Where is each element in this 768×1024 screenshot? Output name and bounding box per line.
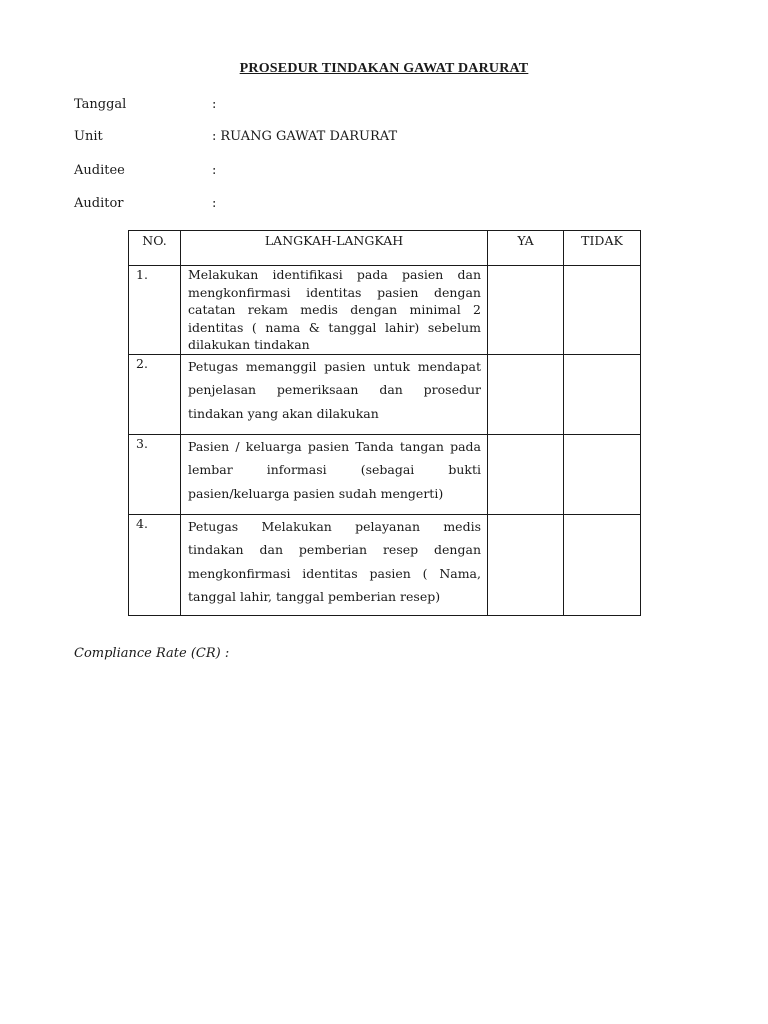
field-colon: : — [212, 97, 217, 112]
row-tidak-cell[interactable] — [564, 434, 641, 514]
field-colon: : RUANG GAWAT DARURAT — [212, 129, 398, 144]
row-number-cell — [129, 266, 181, 355]
field-colon: : — [212, 196, 217, 211]
row-ya-cell[interactable] — [488, 354, 564, 434]
row-ya-cell[interactable] — [488, 514, 564, 615]
row-step-cell — [181, 514, 488, 615]
field-label: Auditor — [74, 196, 124, 211]
field-label: Auditee — [74, 163, 125, 178]
row-ya-cell[interactable] — [488, 434, 564, 514]
table-row — [129, 514, 641, 615]
row-number: 1. — [136, 267, 148, 282]
row-step-cell — [181, 266, 488, 355]
row-number-cell — [129, 434, 181, 514]
compliance-rate-label: Compliance Rate (CR) : — [74, 646, 230, 661]
header-steps: LANGKAH-LANGKAH — [181, 231, 488, 266]
document-title: PROSEDUR TINDAKAN GAWAT DARURAT — [239, 61, 529, 76]
row-step-cell — [181, 354, 488, 434]
row-step-text: Melakukan identifikasi pada pasien dan mengkonfirmasi identitas pasien dengan catatan rekam medis dengan minimal 2 identitas ( nama & tanggal lahir) sebelum dilakukan tindakan — [188, 267, 481, 352]
checklist-table — [128, 230, 641, 616]
field-colon: : — [212, 163, 217, 178]
row-number: 4. — [136, 515, 148, 531]
header-tidak: TIDAK — [564, 231, 641, 266]
field-value: RUANG GAWAT DARURAT — [220, 129, 398, 144]
row-tidak-cell[interactable] — [564, 514, 641, 615]
row-step-text: Petugas memanggil pasien untuk mendapat penjelasan pemeriksaan dan prosedur tindakan yang akan dilakukan — [188, 358, 481, 421]
row-tidak-cell[interactable] — [564, 266, 641, 355]
row-step-text: Pasien / keluarga pasien Tanda tangan pada lembar informasi (sebagai bukti pasien/keluarga pasien sudah mengerti) — [188, 438, 481, 501]
table-row — [129, 354, 641, 434]
row-number: 3. — [136, 435, 148, 451]
field-label: Unit — [74, 129, 103, 144]
table-row — [129, 434, 641, 514]
table-row — [129, 266, 641, 355]
header-no: NO. — [129, 231, 181, 266]
table-header-row — [129, 231, 641, 266]
row-step-cell — [181, 434, 488, 514]
row-step-text: Petugas Melakukan pelayanan medis tindakan dan pemberian resep dengan mengkonfirmasi identitas pasien ( Nama, tanggal lahir, tanggal pemberian resep) — [188, 518, 481, 604]
header-ya: YA — [488, 231, 564, 266]
row-ya-cell[interactable] — [488, 266, 564, 355]
row-number-cell — [129, 354, 181, 434]
field-label: Tanggal — [74, 97, 127, 112]
row-number-cell — [129, 514, 181, 615]
row-number: 2. — [136, 355, 148, 371]
row-tidak-cell[interactable] — [564, 354, 641, 434]
